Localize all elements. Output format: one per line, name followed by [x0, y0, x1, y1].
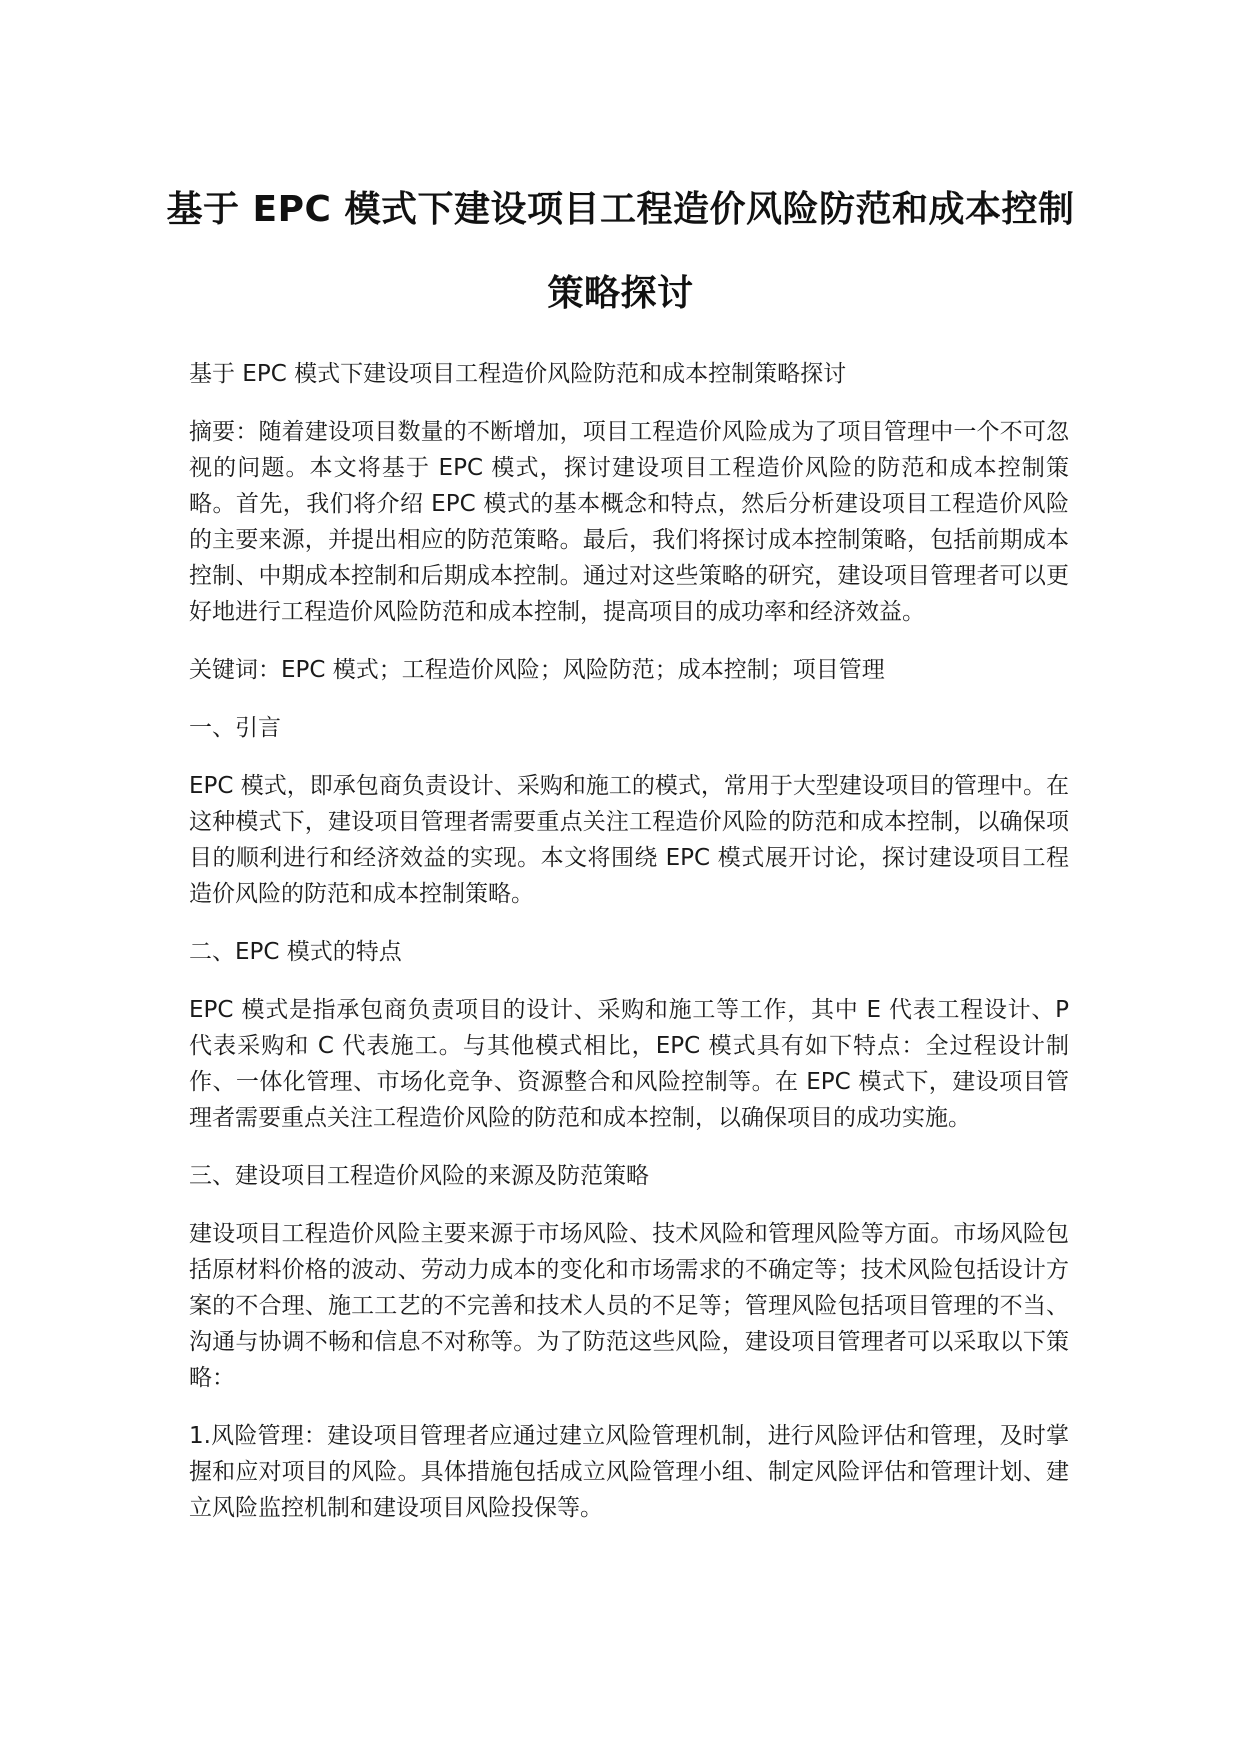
subtitle-line: 基于 EPC 模式下建设项目工程造价风险防范和成本控制策略探讨 — [189, 361, 847, 387]
section-heading-epc-features: 二、EPC 模式的特点 — [189, 939, 402, 965]
introduction-paragraph: EPC 模式，即承包商负责设计、采购和施工的模式，常用于大型建设项目的管理中。在这种模式下，建设项目管理者需要重点关注工程造价风险的防范和成本控制，以确保项目的顺利进行和经济效益的实现。本文将围绕 EPC 模式展开讨论，探讨建设项目工程造价风险的防范和成本控制策略。 — [189, 773, 1069, 907]
document-title: 基于 EPC 模式下建设项目工程造价风险防范和成本控制策略探讨 — [166, 189, 1075, 314]
section-heading-introduction: 一、引言 — [189, 715, 281, 741]
document-body — [189, 356, 1069, 1548]
keywords-paragraph: 关键词：EPC 模式；工程造价风险；风险防范；成本控制；项目管理 — [189, 657, 885, 683]
section-heading-risk-sources: 三、建设项目工程造价风险的来源及防范策略 — [189, 1163, 649, 1189]
epc-features-paragraph: EPC 模式是指承包商负责项目的设计、采购和施工等工作，其中 E 代表工程设计、P 代表采购和 C 代表施工。与其他模式相比，EPC 模式具有如下特点：全过程设计制作、一体化管理、市场化竞争、资源整合和风险控制等。在 EPC 模式下，建设项目管理者需要重点关注工程造价风险的防范和成本控制，以确保项目的成功实施。 — [189, 997, 1069, 1131]
abstract-paragraph: 摘要：随着建设项目数量的不断增加，项目工程造价风险成为了项目管理中一个不可忽视的问题。本文将基于 EPC 模式，探讨建设项目工程造价风险的防范和成本控制策略。首先，我们将介绍 EPC 模式的基本概念和特点，然后分析建设项目工程造价风险的主要来源，并提出相应的防范策略。最后，我们将探讨成本控制策略，包括前期成本控制、中期成本控制和后期成本控制。通过对这些策略的研究，建设项目管理者可以更好地进行工程造价风险防范和成本控制，提高项目的成功率和经济效益。 — [189, 419, 1069, 625]
risk-management-item: 1.风险管理：建设项目管理者应通过建立风险管理机制，进行风险评估和管理，及时掌握和应对项目的风险。具体措施包括成立风险管理小组、制定风险评估和管理计划、建立风险监控机制和建设项目风险投保等。 — [189, 1423, 1069, 1521]
risk-sources-paragraph: 建设项目工程造价风险主要来源于市场风险、技术风险和管理风险等方面。市场风险包括原材料价格的波动、劳动力成本的变化和市场需求的不确定等；技术风险包括设计方案的不合理、施工工艺的不完善和技术人员的不足等；管理风险包括项目管理的不当、沟通与协调不畅和信息不对称等。为了防范这些风险，建设项目管理者可以采取以下策略： — [189, 1221, 1069, 1391]
